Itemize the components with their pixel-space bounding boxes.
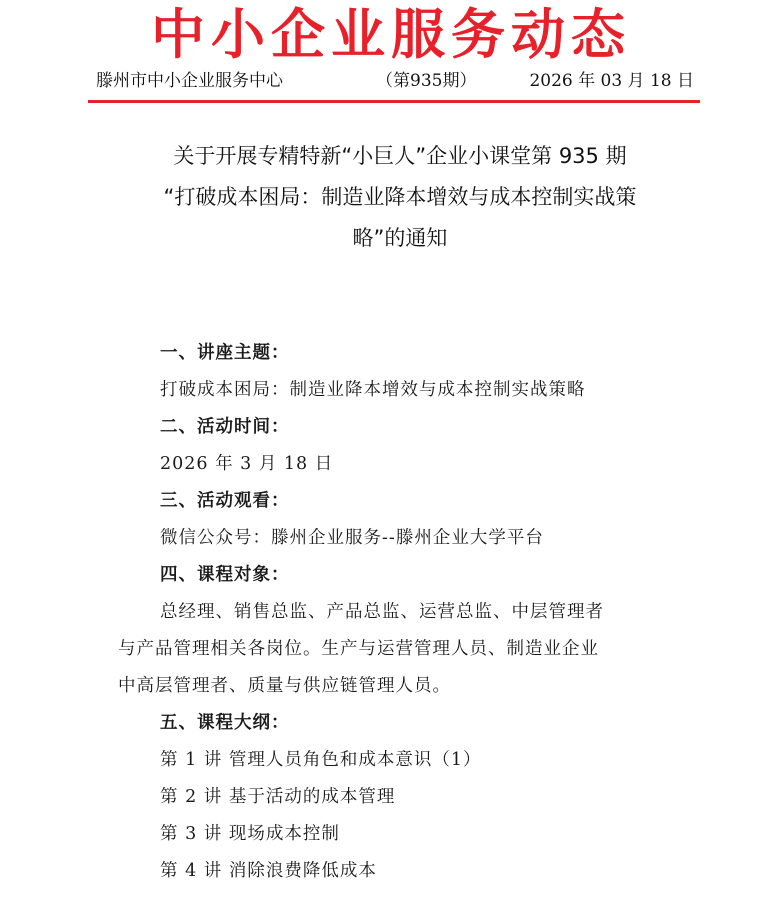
masthead-divider [88, 100, 700, 103]
section-text-viewing: 微信公众号：滕州企业服务--滕州企业大学平台 [160, 528, 544, 548]
outline-item: 第 3 讲 现场成本控制 [160, 824, 340, 844]
issue-info [88, 68, 694, 94]
masthead-title: 中小企业服务动态 [151, 3, 631, 66]
outline-item: 第 1 讲 管理人员角色和成本意识（1） [160, 750, 482, 770]
notice-title-line: “打破成本困局：制造业降本增效与成本控制实战策 [163, 185, 637, 209]
outline-item: 第 4 讲 消除浪费降低成本 [160, 861, 377, 881]
outline-item: 第 2 讲 基于活动的成本管理 [160, 787, 396, 807]
notice-body [118, 335, 678, 890]
section-heading-topic: 一、讲座主题： [160, 343, 290, 363]
section-text-topic: 打破成本困局：制造业降本增效与成本控制实战策略 [160, 380, 586, 400]
notice-title-line: 关于开展专精特新“小巨人”企业小课堂第 935 期 [173, 144, 627, 168]
audience-line: 与产品管理相关各岗位。生产与运营管理人员、制造业企业 [118, 639, 599, 659]
issue-number: （第935期） [376, 71, 477, 91]
section-text-audience [118, 594, 678, 705]
notice-title-line: 略”的通知 [352, 226, 448, 250]
audience-line: 总经理、销售总监、产品总监、运营总监、中层管理者 [160, 602, 604, 622]
audience-line: 中高层管理者、质量与供应链管理人员。 [118, 676, 451, 696]
section-heading-audience: 四、课程对象： [160, 565, 290, 585]
section-heading-outline: 五、课程大纲： [160, 713, 290, 733]
notice-title [100, 136, 700, 259]
issue-date: 2026 年 03 月 18 日 [529, 71, 694, 91]
issuing-organization: 滕州市中小企业服务中心 [96, 71, 283, 91]
section-heading-viewing: 三、活动观看： [160, 491, 290, 511]
section-text-time: 2026 年 3 月 18 日 [160, 454, 334, 474]
section-heading-time: 二、活动时间： [160, 417, 290, 437]
